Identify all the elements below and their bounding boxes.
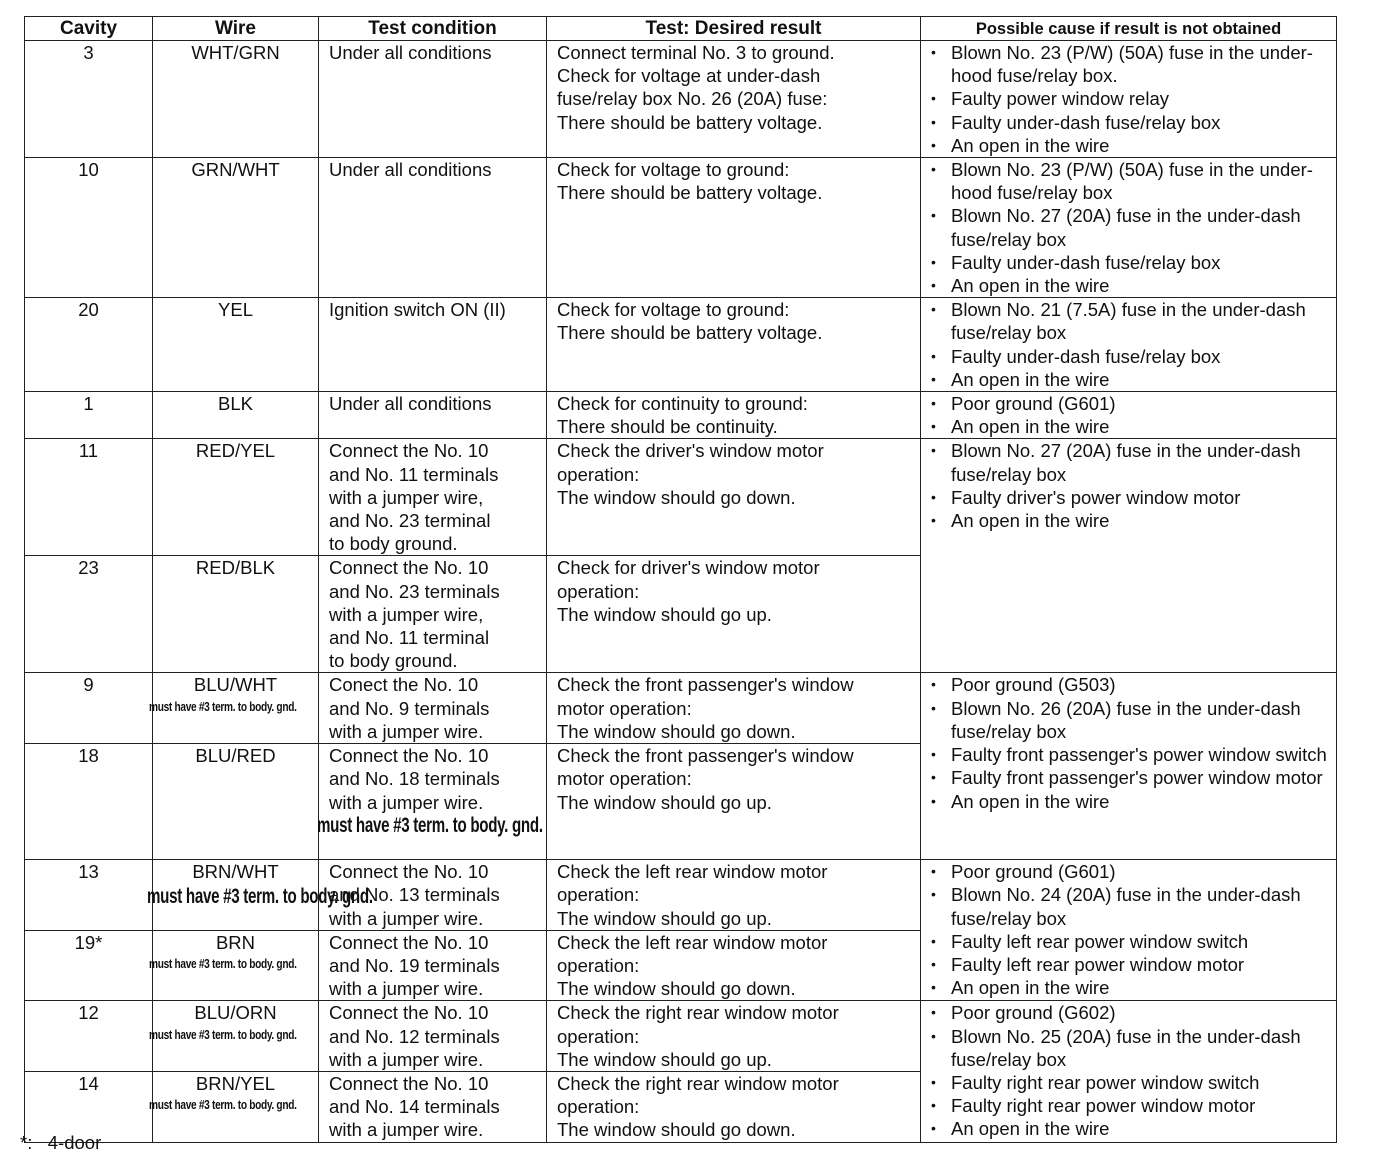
cause-item: • An open in the wire [929,134,1336,157]
table-row [25,392,1337,439]
wire-color-label: BLK [218,393,253,415]
wire-color-label: BLU/RED [195,745,276,767]
cavity-cell: 10 [25,158,153,298]
test-condition-cell [319,556,547,673]
possible-cause-cell [921,41,1337,158]
table-row [25,1001,1337,1072]
possible-cause-cell [921,158,1337,298]
wire-color-label: YEL [218,299,253,321]
possible-cause-cell [921,673,1337,860]
possible-cause-cell [921,860,1337,1001]
test-condition-cell [319,673,547,744]
cause-item: • Faulty under-dash fuse/relay box [929,251,1336,274]
wire-color-label: RED/BLK [195,557,276,579]
wire-cell [149,673,319,744]
wire-cell [153,744,319,860]
possible-cause-cell [921,1001,1337,1142]
desired-result-cell: Check the left rear window motor operation: The window should go up. [547,860,921,931]
table-row [25,439,1337,556]
cause-item: • Faulty right rear power window switch [929,1071,1336,1094]
desired-result-cell: Check for voltage to ground: There should be battery voltage. [547,298,921,392]
wire-color-label: BRN [215,931,256,953]
table-row [25,298,1337,392]
desired-result-cell: Check for voltage to ground: There should be battery voltage. [547,158,921,298]
header-wire: Wire [153,17,319,41]
header-possible-cause: Possible cause if result is not obtained [921,17,1337,41]
header-cavity: Cavity [25,17,153,41]
table-row [25,860,1337,931]
cause-item: • An open in the wire [929,274,1336,297]
desired-result-cell: Check the front passenger's window motor operation: The window should go up. [547,744,921,860]
cavity-cell: 13 [25,860,153,931]
wire-cell [153,158,319,298]
cause-item: • Blown No. 25 (20A) fuse in the under-dash fuse/relay box [929,1025,1336,1071]
test-condition-text: Connect the No. 10 and No. 19 terminals with a jumper wire. [329,931,500,1000]
test-condition-text: Ignition switch ON (II) [329,299,506,321]
table-row [25,158,1337,298]
cause-item: • Faulty left rear power window switch [929,930,1336,953]
desired-result-cell: Check the right rear window motor operation: The window should go down. [547,1071,921,1142]
header-desired-result: Test: Desired result [547,17,921,41]
cavity-cell: 19* [25,930,153,1001]
test-condition-cell [319,1071,547,1142]
test-condition-text: Under all conditions [329,159,492,181]
cause-item: • Poor ground (G503) [929,673,1336,696]
cause-item: • Faulty front passenger's power window switch [929,743,1336,766]
cause-item: • Poor ground (G602) [929,1001,1336,1024]
cause-item: • Blown No. 27 (20A) fuse in the under-dash fuse/relay box [929,439,1336,485]
possible-cause-cell [921,298,1337,392]
test-condition-text: Connect the No. 10 and No. 18 terminals with a jumper wire. [329,745,500,813]
cause-item: • Faulty power window relay [929,87,1336,110]
cause-item: • Blown No. 24 (20A) fuse in the under-dash fuse/relay box [929,883,1336,929]
cause-item: • Blown No. 27 (20A) fuse in the under-dash fuse/relay box [929,204,1336,250]
cause-list [929,298,1336,391]
cause-item: • Poor ground (G601) [929,392,1336,415]
handwritten-note: must have #3 term. to body. gnd. [317,813,543,837]
wire-color-label: BRN/WHT [192,861,279,883]
cause-item: • Poor ground (G601) [929,860,1336,883]
cavity-cell: 9 [25,673,153,744]
cause-item: • Blown No. 23 (P/W) (50A) fuse in the under-hood fuse/relay box [929,158,1336,204]
cause-item: • An open in the wire [929,790,1336,813]
table-row [25,41,1337,158]
test-condition-text: Under all conditions [329,393,492,415]
test-condition-cell [319,298,547,392]
cause-list [929,1001,1336,1140]
cavity-cell: 23 [25,556,153,673]
table-row [25,673,1337,744]
header-test-condition: Test condition [319,17,547,41]
cause-list [929,439,1336,532]
test-condition-text: Connect the No. 10 and No. 11 terminals with a jumper wire, and No. 23 terminal to body ground. [329,440,499,555]
test-condition-cell [319,158,547,298]
test-condition-text: Connect the No. 10 and No. 13 terminals with a jumper wire. [329,861,500,929]
cavity-cell: 12 [25,1001,153,1072]
wire-cell [149,930,319,1001]
cause-item: • Faulty driver's power window motor [929,486,1336,509]
test-condition-cell [319,1001,547,1072]
cause-list [929,673,1336,812]
wire-color-label: RED/YEL [195,440,276,462]
handwritten-note: must have #3 term. to body. gnd. [147,885,373,909]
connector-test-table [24,16,1337,1143]
desired-result-cell: Check the left rear window motor operation: The window should go down. [547,930,921,1001]
cause-item: • An open in the wire [929,1117,1336,1140]
cause-item: • Faulty left rear power window motor [929,953,1336,976]
cavity-cell: 20 [25,298,153,392]
desired-result-cell: Check for driver's window motor operation: The window should go up. [547,556,921,673]
desired-result-cell: Check the right rear window motor operation: The window should go up. [547,1001,921,1072]
cause-item: • Blown No. 21 (7.5A) fuse in the under-dash fuse/relay box [929,298,1336,344]
wire-color-label: BLU/ORN [194,1002,277,1024]
handwritten-note: must have #3 term. to body. gnd. [149,1097,297,1113]
cause-item: • An open in the wire [929,509,1336,532]
test-condition-text: Connect the No. 10 and No. 23 terminals with a jumper wire, and No. 11 terminal to body ground. [329,557,500,672]
test-condition-cell [319,392,547,439]
test-condition-cell [319,930,547,1001]
desired-result-cell: Connect terminal No. 3 to ground. Check for voltage at under-dash fuse/relay box No. 26 (20A) fuse: There should be battery voltage. [547,41,921,158]
wire-cell [153,298,319,392]
wire-color-label: WHT/GRN [191,42,280,63]
cause-item: • An open in the wire [929,415,1336,438]
cause-item: • An open in the wire [929,368,1336,391]
test-condition-cell [319,439,547,556]
cause-list [929,158,1336,297]
cause-item: • An open in the wire [929,976,1336,999]
wire-cell [149,1071,319,1142]
test-condition-text: Under all conditions [329,42,492,63]
cavity-cell: 3 [25,41,153,158]
handwritten-note: must have #3 term. to body. gnd. [149,955,297,971]
test-condition-text: Connect the No. 10 and No. 12 terminals with a jumper wire. [329,1002,500,1070]
footnote: *: 4-door [20,1132,102,1153]
cause-list [929,860,1336,999]
header-row [25,17,1337,41]
cavity-cell: 1 [25,392,153,439]
cause-item: • Faulty front passenger's power window motor [929,766,1336,789]
test-condition-text: Conect the No. 10 and No. 9 terminals with a jumper wire. [329,674,490,742]
wire-color-label: GRN/WHT [191,159,280,181]
cause-list [929,41,1336,157]
cause-item: • Faulty under-dash fuse/relay box [929,111,1336,134]
test-condition-text: Connect the No. 10 and No. 14 terminals with a jumper wire. [329,1072,500,1141]
document-page [24,16,1336,1143]
wire-color-label: BLU/WHT [193,674,278,696]
cause-list [929,392,1336,438]
possible-cause-cell [921,392,1337,439]
cause-item: • Blown No. 23 (P/W) (50A) fuse in the under-hood fuse/relay box. [929,41,1336,87]
test-condition-cell [319,744,547,860]
possible-cause-cell [921,439,1337,673]
cavity-cell: 18 [25,744,153,860]
wire-cell [149,1001,319,1072]
handwritten-note: must have #3 term. to body. gnd. [149,1026,297,1042]
wire-cell [153,439,319,556]
cause-item: • Faulty right rear power window motor [929,1094,1336,1117]
wire-cell [153,556,319,673]
wire-cell [153,41,319,158]
test-condition-cell [319,41,547,158]
wire-cell [147,860,373,931]
cavity-cell: 11 [25,439,153,556]
wire-cell [153,392,319,439]
desired-result-cell: Check the driver's window motor operation: The window should go down. [547,439,921,556]
desired-result-cell: Check the front passenger's window motor operation: The window should go down. [547,673,921,744]
cause-item: • Blown No. 26 (20A) fuse in the under-dash fuse/relay box [929,697,1336,743]
desired-result-cell: Check for continuity to ground: There should be continuity. [547,392,921,439]
handwritten-note: must have #3 term. to body. gnd. [149,698,297,714]
cavity-cell: 14 [25,1071,153,1142]
cause-item: • Faulty under-dash fuse/relay box [929,345,1336,368]
wire-color-label: BRN/YEL [195,1072,276,1094]
